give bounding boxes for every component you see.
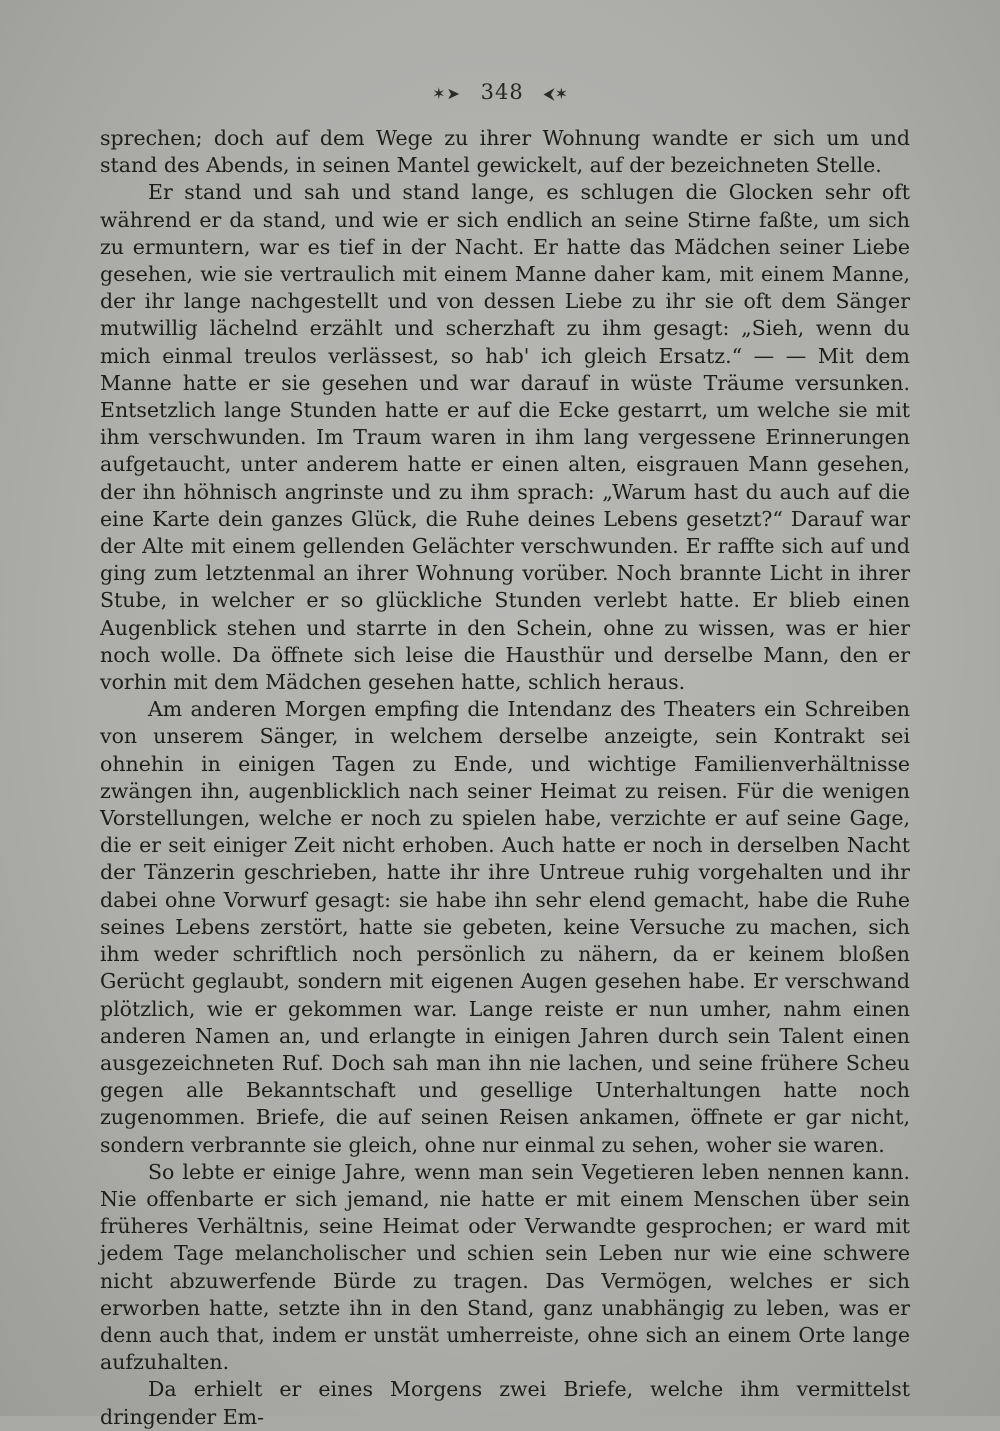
paragraph: Er stand und sah und stand lange, es schlugen die Glocken sehr oft während er da stand, und wie er sich endlich an seine Stirne faßte, um sich zu ermuntern, war es tief in der Nacht. Er hatte das Mädchen seiner Liebe gesehen, wie sie vertraulich mit einem Manne daher kam, mit einem Manne, der ihr lange nachgestellt und von dessen Liebe zu ihr sie oft dem Sänger mutwillig lächelnd erzählt und scherzhaft zu ihm gesagt: „Sieh, wenn du mich einmal treulos verlässest, so hab' ich gleich Ersatz.“ — — Mit dem Manne hatte er sie gesehen und war darauf in wüste Träume versunken. Entsetzlich lange Stunden hatte er auf die Ecke gestarrt, um welche sie mit ihm verschwunden. Im Traum waren in ihm lang vergessene Erinnerungen aufgetaucht, unter anderem hatte er einen alten, eisgrauen Mann gesehen, der ihn höhnisch angrinste und zu ihm sprach: „Warum hast du auch auf die eine Karte dein ganzes Glück, die Ruhe deines Lebens gesetzt?“ Darauf war der Alte mit einem gellenden Gelächter verschwunden. Er raffte sich auf und ging zum letztenmal an ihrer Wohnung vorüber. Noch brannte Licht in ihrer Stube, in welcher er so glückliche Stunden verlebt hatte. Er blieb einen Augenblick stehen und starrte in den Schein, ohne zu wissen, was er hier noch wolle. Da öffnete sich leise die Hausthür und derselbe Mann, den er vorhin mit dem Mädchen gesehen hatte, schlich heraus.	[100, 180, 910, 695]
page-number: 348	[480, 80, 524, 104]
page-header	[0, 80, 1000, 104]
ornament-left-icon: ✶➤	[432, 84, 461, 103]
paragraph: sprechen; doch auf dem Wege zu ihrer Wohnung wandte er sich um und stand des Abends, in seinen Mantel gewickelt, auf der bezeichneten Stelle.	[100, 126, 910, 178]
page-body	[100, 125, 910, 1431]
ornament-right-icon: ⮜✶	[543, 84, 568, 103]
paragraph: So lebte er einige Jahre, wenn man sein Vegetieren leben nennen kann. Nie offenbarte er sich jemand, nie hatte er mit einem Menschen über sein früheres Verhältnis, seine Heimat oder Verwandte gesprochen; er ward mit jedem Tage melancholischer und schien sein Leben nur wie eine schwere nicht abzuwerfende Bürde zu tragen. Das Vermögen, welches er sich erworben hatte, setzte ihn in den Stand, ganz unabhängig zu leben, was er denn auch that, indem er unstät umherreiste, ohne sich an einem Orte lange aufzuhalten.	[100, 1159, 910, 1375]
paragraph: Am anderen Morgen empfing die Intendanz des Theaters ein Schreiben von unserem Sänger, in welchem derselbe anzeigte, sein Kontrakt sei ohnehin in einigen Tagen zu Ende, und wichtige Familienverhältnisse zwängen ihn, augenblicklich nach seiner Heimat zu reisen. Für die wenigen Vorstellungen, welche er noch zu spielen habe, verzichte er auf seine Gage, die er seit einiger Zeit nicht erhoben. Auch hatte er noch in derselben Nacht der Tänzerin geschrieben, hatte ihr ihre Untreue ruhig vorgehalten und ihr dabei ohne Vorwurf gesagt: sie habe ihn sehr elend gemacht, habe die Ruhe seines Lebens zerstört, hatte sie gebeten, keine Versuche zu machen, sich ihm weder schriftlich noch persönlich zu nähern, da er keinem bloßen Gerücht geglaubt, sondern mit eigenen Augen gesehen habe. Er verschwand plötzlich, wie er gekommen war. Lange reiste er nun umher, nahm einen anderen Namen an, und erlangte in einigen Jahren durch sein Talent einen ausgezeichneten Ruf. Doch sah man ihn nie lachen, und seine frühere Scheu gegen alle Bekanntschaft und gesellige Unterhaltungen hatte noch zugenommen. Briefe, die auf seinen Reisen ankamen, öffnete er gar nicht, sondern verbrannte sie gleich, ohne nur einmal zu sehen, woher sie waren.	[100, 697, 910, 1157]
paragraph: Da erhielt er eines Morgens zwei Briefe, welche ihm vermittelst dringender Em-	[100, 1377, 910, 1429]
